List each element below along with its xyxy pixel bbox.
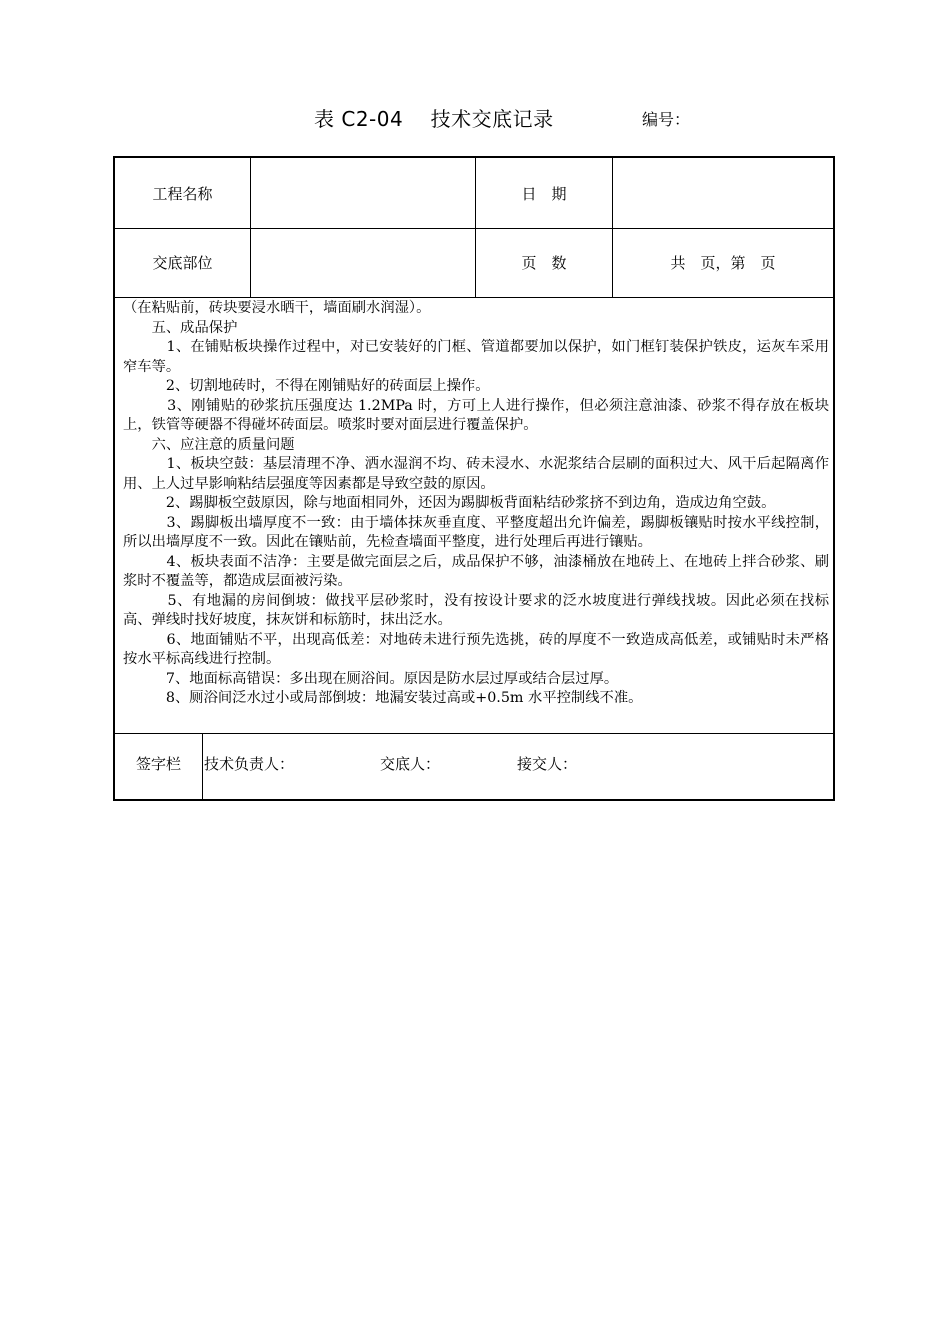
presenter-signature[interactable]: 交底人： [380, 755, 441, 773]
receiver-signature[interactable]: 接交人： [517, 755, 578, 773]
content-paragraph: 六、应注意的质量问题 [123, 436, 295, 453]
content-paragraph: 8、厕浴间泛水过小或局部倒坡：地漏安装过高或+0.5m 水平控制线不准。 [123, 690, 643, 706]
serial-number-label: 编号： [642, 110, 691, 129]
content-paragraph: 3、踢脚板出墙厚度不一致：由于墙体抹灰垂直度、平整度超出允许偏差，踢脚板镶贴时按水平线控制，所以出墙厚度不一致。因此在镶贴前，先检查墙面平整度，进行处理后再进行镶贴。 [123, 514, 829, 550]
page-header [0, 104, 950, 134]
project-name-field[interactable] [251, 158, 476, 228]
date-field[interactable] [613, 158, 833, 228]
signature-row [115, 733, 833, 800]
form-row-part [115, 228, 833, 298]
project-name-label: 工程名称 [115, 158, 251, 228]
disclosure-part-label: 交底部位 [115, 228, 251, 297]
pages-label: 页 数 [476, 228, 613, 297]
content-paragraph: 3、刚铺贴的砂浆抗压强度达 1.2MPa 时，方可上人进行操作，但必须注意油漆、砂浆不得存放在板块上，铁管等硬器不得碰坏砖面层。喷浆时要对面层进行覆盖保护。 [123, 397, 829, 433]
content-paragraph: 2、切割地砖时，不得在刚铺贴好的砖面层上操作。 [123, 378, 490, 394]
form-row-project [115, 158, 833, 229]
date-label: 日 期 [476, 158, 613, 228]
content-paragraph: 1、在铺贴板块操作过程中，对已安装好的门框、管道都要加以保护，如门框钉装保护铁皮，运灰车采用窄车等。 [123, 339, 829, 375]
content-paragraph: 5、有地漏的房间倒坡：做找平层砂浆时，没有按设计要求的泛水坡度进行弹线找坡。因此必须在找标高、弹线时找好坡度，抹灰饼和标筋时，抹出泛水。 [123, 592, 829, 628]
signature-label: 签字栏 [115, 734, 203, 800]
content-paragraph: 2、踢脚板空鼓原因，除与地面相同外，还因为踢脚板背面粘结砂浆挤不到边角，造成边角空鼓。 [123, 495, 776, 511]
tech-lead-signature[interactable]: 技术负责人： [204, 755, 295, 773]
content-paragraph: （在粘贴前，砖块要浸水晒干，墙面刷水润湿）。 [123, 300, 431, 316]
form-title: 表 C2-04 技术交底记录 [314, 107, 554, 131]
disclosure-content [123, 299, 829, 733]
content-paragraph: 1、板块空鼓：基层清理不净、洒水湿润不均、砖未浸水、水泥浆结合层刷的面积过大、风干后起隔离作用、上人过早影响粘结层强度等因素都是导致空鼓的原因。 [123, 456, 829, 492]
content-paragraph: 4、板块表面不洁净：主要是做完面层之后，成品保护不够，油漆桶放在地砖上、在地砖上拌合砂浆、刷浆时不覆盖等，都造成层面被污染。 [123, 553, 829, 589]
content-paragraph: 五、成品保护 [123, 319, 238, 336]
pages-field: 共 页，第 页 [670, 254, 776, 272]
content-paragraph: 7、地面标高错误：多出现在厕浴间。原因是防水层过厚或结合层过厚。 [123, 670, 619, 687]
disclosure-part-field[interactable] [251, 228, 476, 297]
disclosure-form [113, 156, 835, 801]
content-paragraph: 6、地面铺贴不平，出现高低差：对地砖未进行预先选挑，砖的厚度不一致造成高低差，或铺贴时未严格按水平标高线进行控制。 [123, 631, 829, 667]
